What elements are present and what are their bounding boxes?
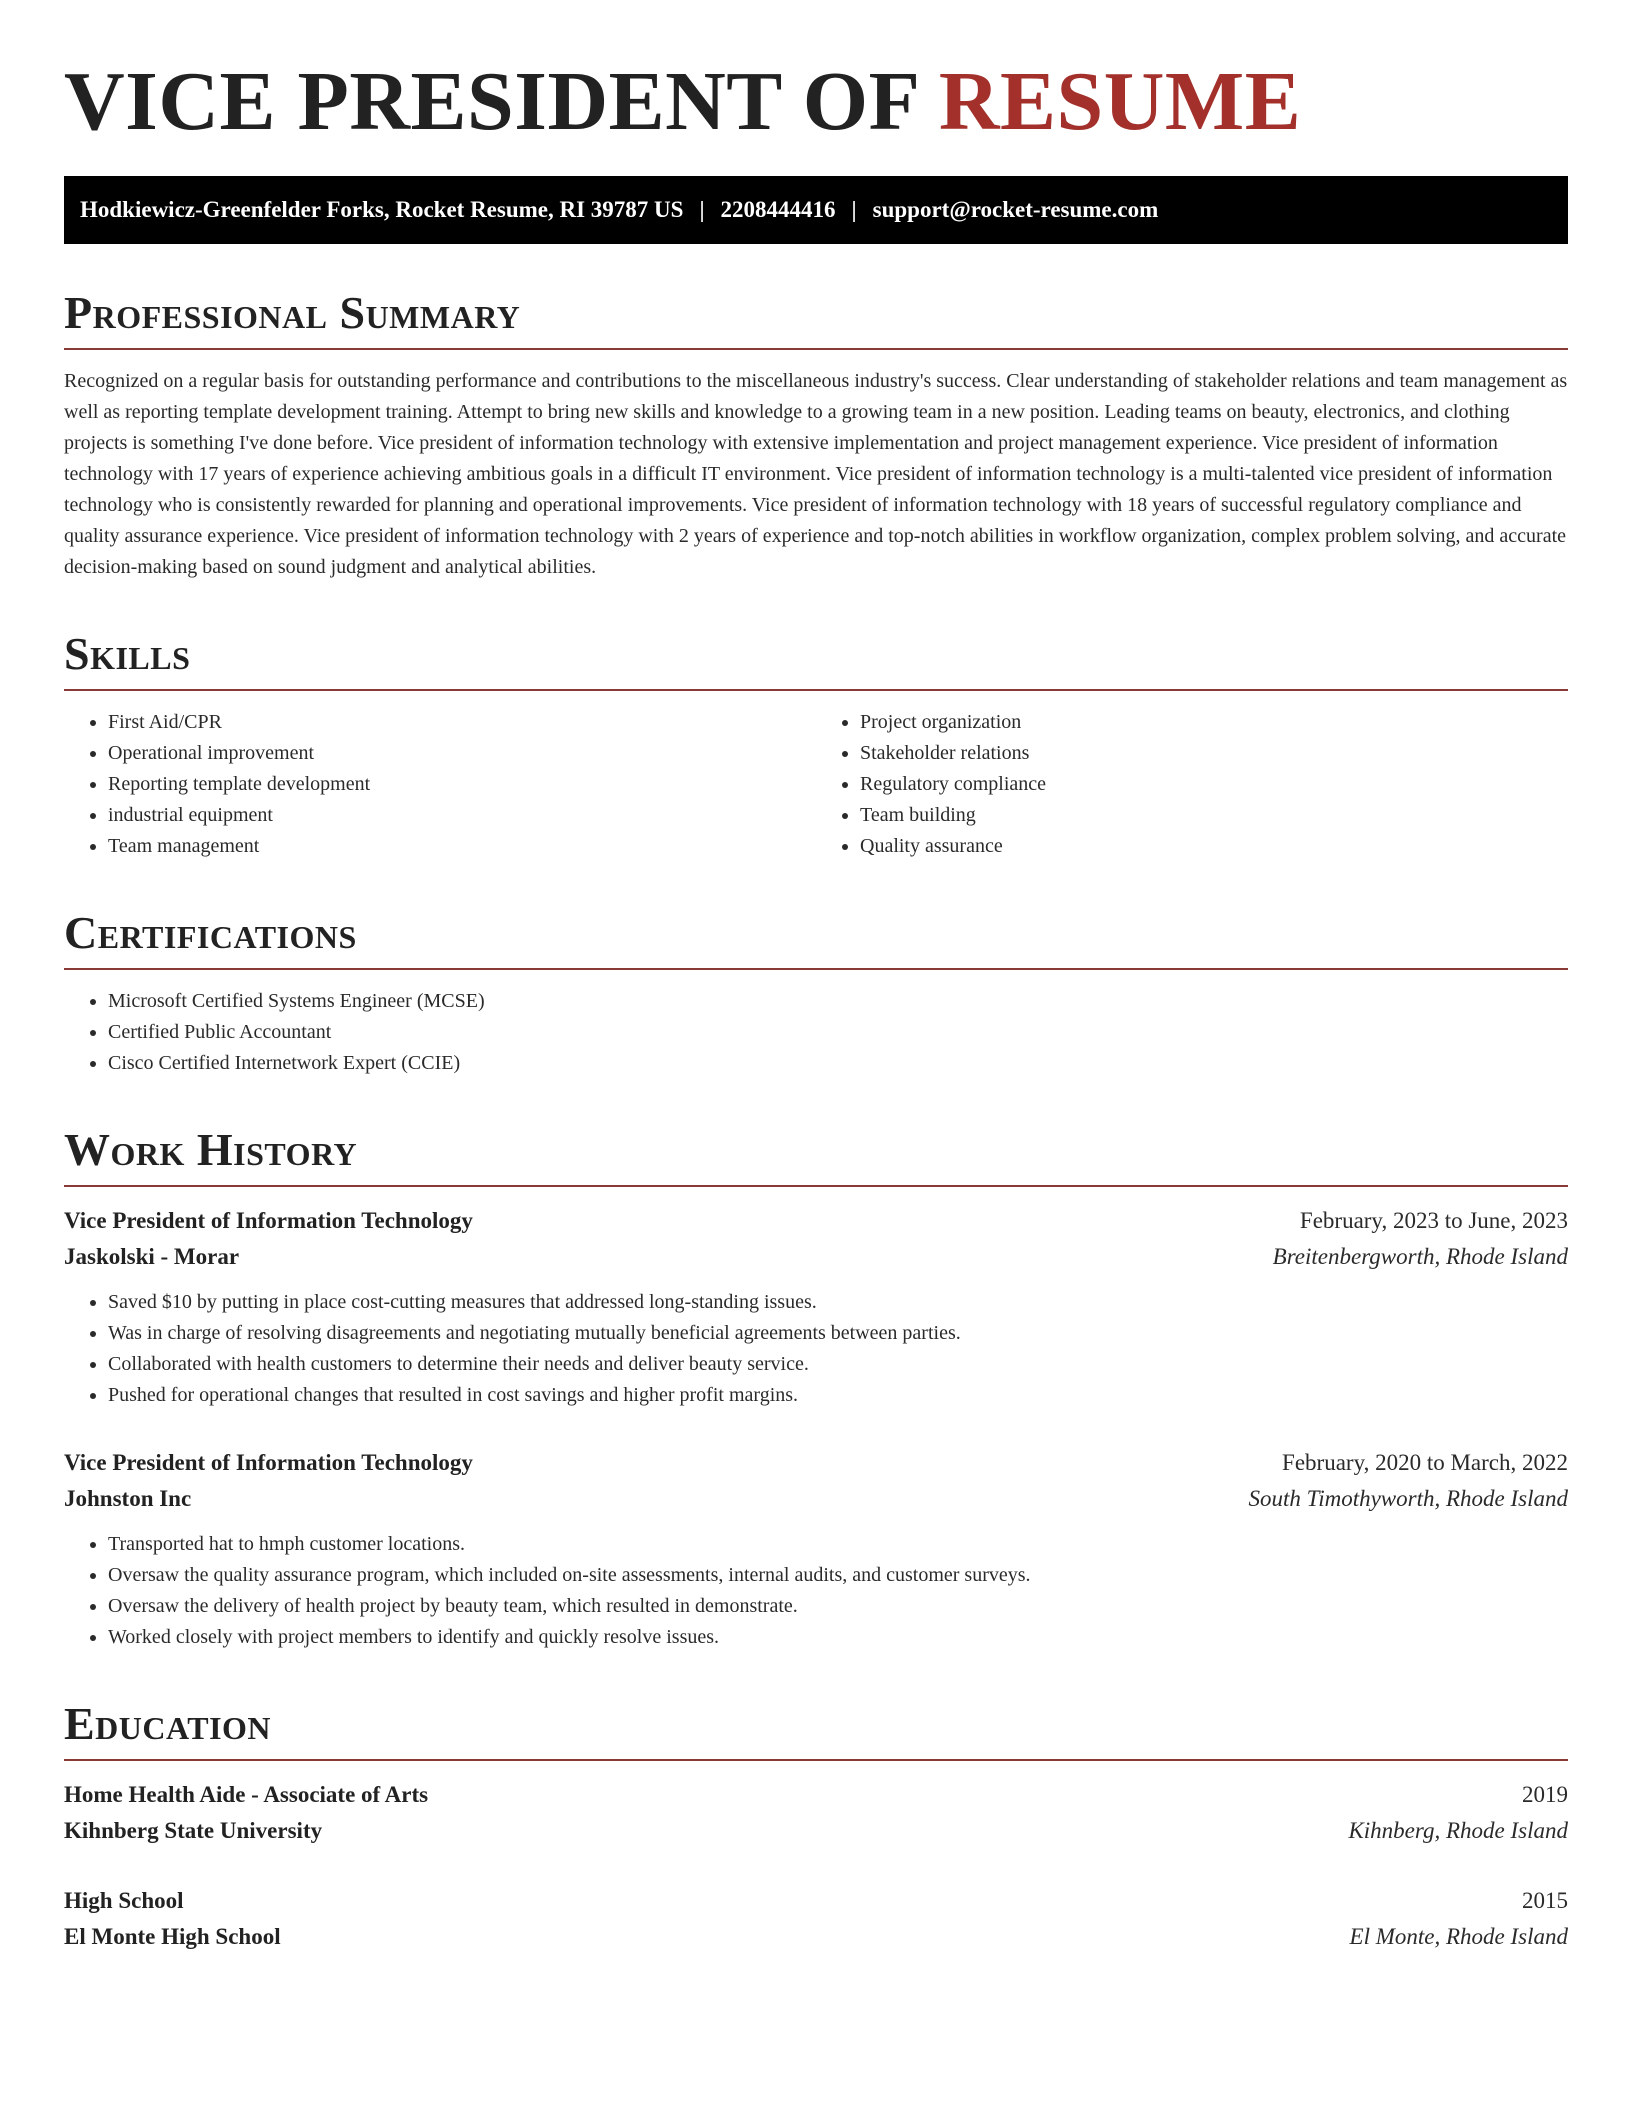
job-entry <box>64 1445 1568 1653</box>
certification-item: • Microsoft Certified Systems Engineer (MCSE) <box>108 986 1568 1017</box>
skill-item: • Regulatory compliance <box>860 769 1568 800</box>
education-year: 2015 <box>1522 1888 1568 1913</box>
contact-separator: | <box>699 197 705 222</box>
education-school-row <box>64 1919 1568 1955</box>
job-dates: February, 2023 to June, 2023 <box>1299 1208 1568 1233</box>
summary-text: Recognized on a regular basis for outstanding performance and contributions to the miscellaneous industry's success. Clear understanding of stakeholder relations and team management as well as reporting template development training. Attempt to bring new skills and knowledge to a growing team in a new position. Leading teams on beauty, electronics, and clothing projects is something I've done before. Vice president of information technology with extensive implementation and project management experience. Vice president of information technology with 17 years of experience achieving ambitious goals in a difficult IT environment. Vice president of information technology is a multi-talented vice president of information technology who is consistently rewarded for planning and operational improvements. Vice president of information technology with 18 years of successful regulatory compliance and quality assurance experience. Vice president of information technology with 2 years of experience and top-notch abilities in workflow organization, complex problem solving, and accurate decision-making based on sound judgment and analytical abilities. <box>64 370 1568 578</box>
job-location: South Timothyworth, Rhode Island <box>1248 1486 1568 1511</box>
education-section <box>64 1697 1568 1955</box>
section-divider <box>64 968 1568 970</box>
education-entry <box>64 1777 1568 1849</box>
skill-item: • Reporting template development <box>108 769 816 800</box>
skills-section <box>64 627 1568 862</box>
job-bullet: • Transported hat to hmph customer locations. <box>108 1529 1568 1560</box>
name-main: VICE PRESIDENT OF <box>64 55 918 148</box>
skills-list-left <box>64 707 816 862</box>
job-company-row <box>64 1481 1568 1517</box>
job-title: Vice President of Information Technology <box>64 1450 473 1475</box>
section-title-certifications: Certifications <box>64 907 357 958</box>
skill-item: • Team management <box>108 831 816 862</box>
section-title-education: Education <box>64 1698 272 1749</box>
job-bullet: • Collaborated with health customers to determine their needs and deliver beauty service. <box>108 1349 1568 1380</box>
job-bullets <box>64 1529 1568 1653</box>
section-title-skills: Skills <box>64 628 191 679</box>
education-header-row <box>64 1883 1568 1919</box>
skill-item: • industrial equipment <box>108 800 816 831</box>
education-year: 2019 <box>1522 1782 1568 1807</box>
section-divider <box>64 1185 1568 1187</box>
education-entry <box>64 1883 1568 1955</box>
job-company: Johnston Inc <box>64 1486 192 1511</box>
education-header-row <box>64 1777 1568 1813</box>
section-title-work-history: Work History <box>64 1124 358 1175</box>
education-location: El Monte, Rhode Island <box>1349 1924 1568 1949</box>
certifications-section <box>64 906 1568 1079</box>
education-school: El Monte High School <box>64 1924 281 1949</box>
education-degree: Home Health Aide - Associate of Arts <box>64 1782 429 1807</box>
section-divider <box>64 1759 1568 1761</box>
job-header-row <box>64 1445 1568 1481</box>
contact-phone: 2208444416 <box>720 197 836 222</box>
job-bullet: • Worked closely with project members to identify and quickly resolve issues. <box>108 1622 1568 1653</box>
skill-item: • First Aid/CPR <box>108 707 816 738</box>
job-company: Jaskolski - Morar <box>64 1244 240 1269</box>
job-header-row <box>64 1203 1568 1239</box>
job-bullet: • Pushed for operational changes that resulted in cost savings and higher profit margins. <box>108 1380 1568 1411</box>
job-bullet: • Oversaw the delivery of health project by beauty team, which resulted in demonstrate. <box>108 1591 1568 1622</box>
skill-item: • Project organization <box>860 707 1568 738</box>
skill-item: • Operational improvement <box>108 738 816 769</box>
contact-bar <box>64 176 1568 244</box>
education-location: Kihnberg, Rhode Island <box>1348 1818 1568 1843</box>
education-school: Kihnberg State University <box>64 1818 323 1843</box>
resume-name <box>64 52 1568 152</box>
contact-separator: | <box>851 197 857 222</box>
work-history-section <box>64 1123 1568 1653</box>
certification-item: • Certified Public Accountant <box>108 1017 1568 1048</box>
job-bullet: • Was in charge of resolving disagreements and negotiating mutually beneficial agreements between parties. <box>108 1318 1568 1349</box>
skills-grid <box>64 691 1568 862</box>
job-bullets <box>64 1287 1568 1411</box>
section-title-summary: Professional Summary <box>64 287 521 338</box>
skill-item: • Team building <box>860 800 1568 831</box>
education-degree: High School <box>64 1888 184 1913</box>
contact-email: support@rocket-resume.com <box>872 197 1159 222</box>
job-bullet: • Oversaw the quality assurance program, which included on-site assessments, internal audits, and customer surveys. <box>108 1560 1568 1591</box>
contact-address: Hodkiewicz-Greenfelder Forks, Rocket Resume, RI 39787 US <box>80 197 684 222</box>
job-location: Breitenbergworth, Rhode Island <box>1272 1244 1568 1269</box>
skill-item: • Stakeholder relations <box>860 738 1568 769</box>
skills-list-right <box>816 707 1568 862</box>
name-accent: RESUME <box>938 55 1302 148</box>
education-school-row <box>64 1813 1568 1849</box>
summary-section <box>64 286 1568 583</box>
job-title: Vice President of Information Technology <box>64 1208 473 1233</box>
job-entry <box>64 1203 1568 1411</box>
job-bullet: • Saved $10 by putting in place cost-cutting measures that addressed long-standing issues. <box>108 1287 1568 1318</box>
certification-item: • Cisco Certified Internetwork Expert (CCIE) <box>108 1048 1568 1079</box>
section-divider <box>64 348 1568 350</box>
job-dates: February, 2020 to March, 2022 <box>1282 1450 1568 1475</box>
job-company-row <box>64 1239 1568 1275</box>
certifications-list <box>64 986 1568 1079</box>
skill-item: • Quality assurance <box>860 831 1568 862</box>
